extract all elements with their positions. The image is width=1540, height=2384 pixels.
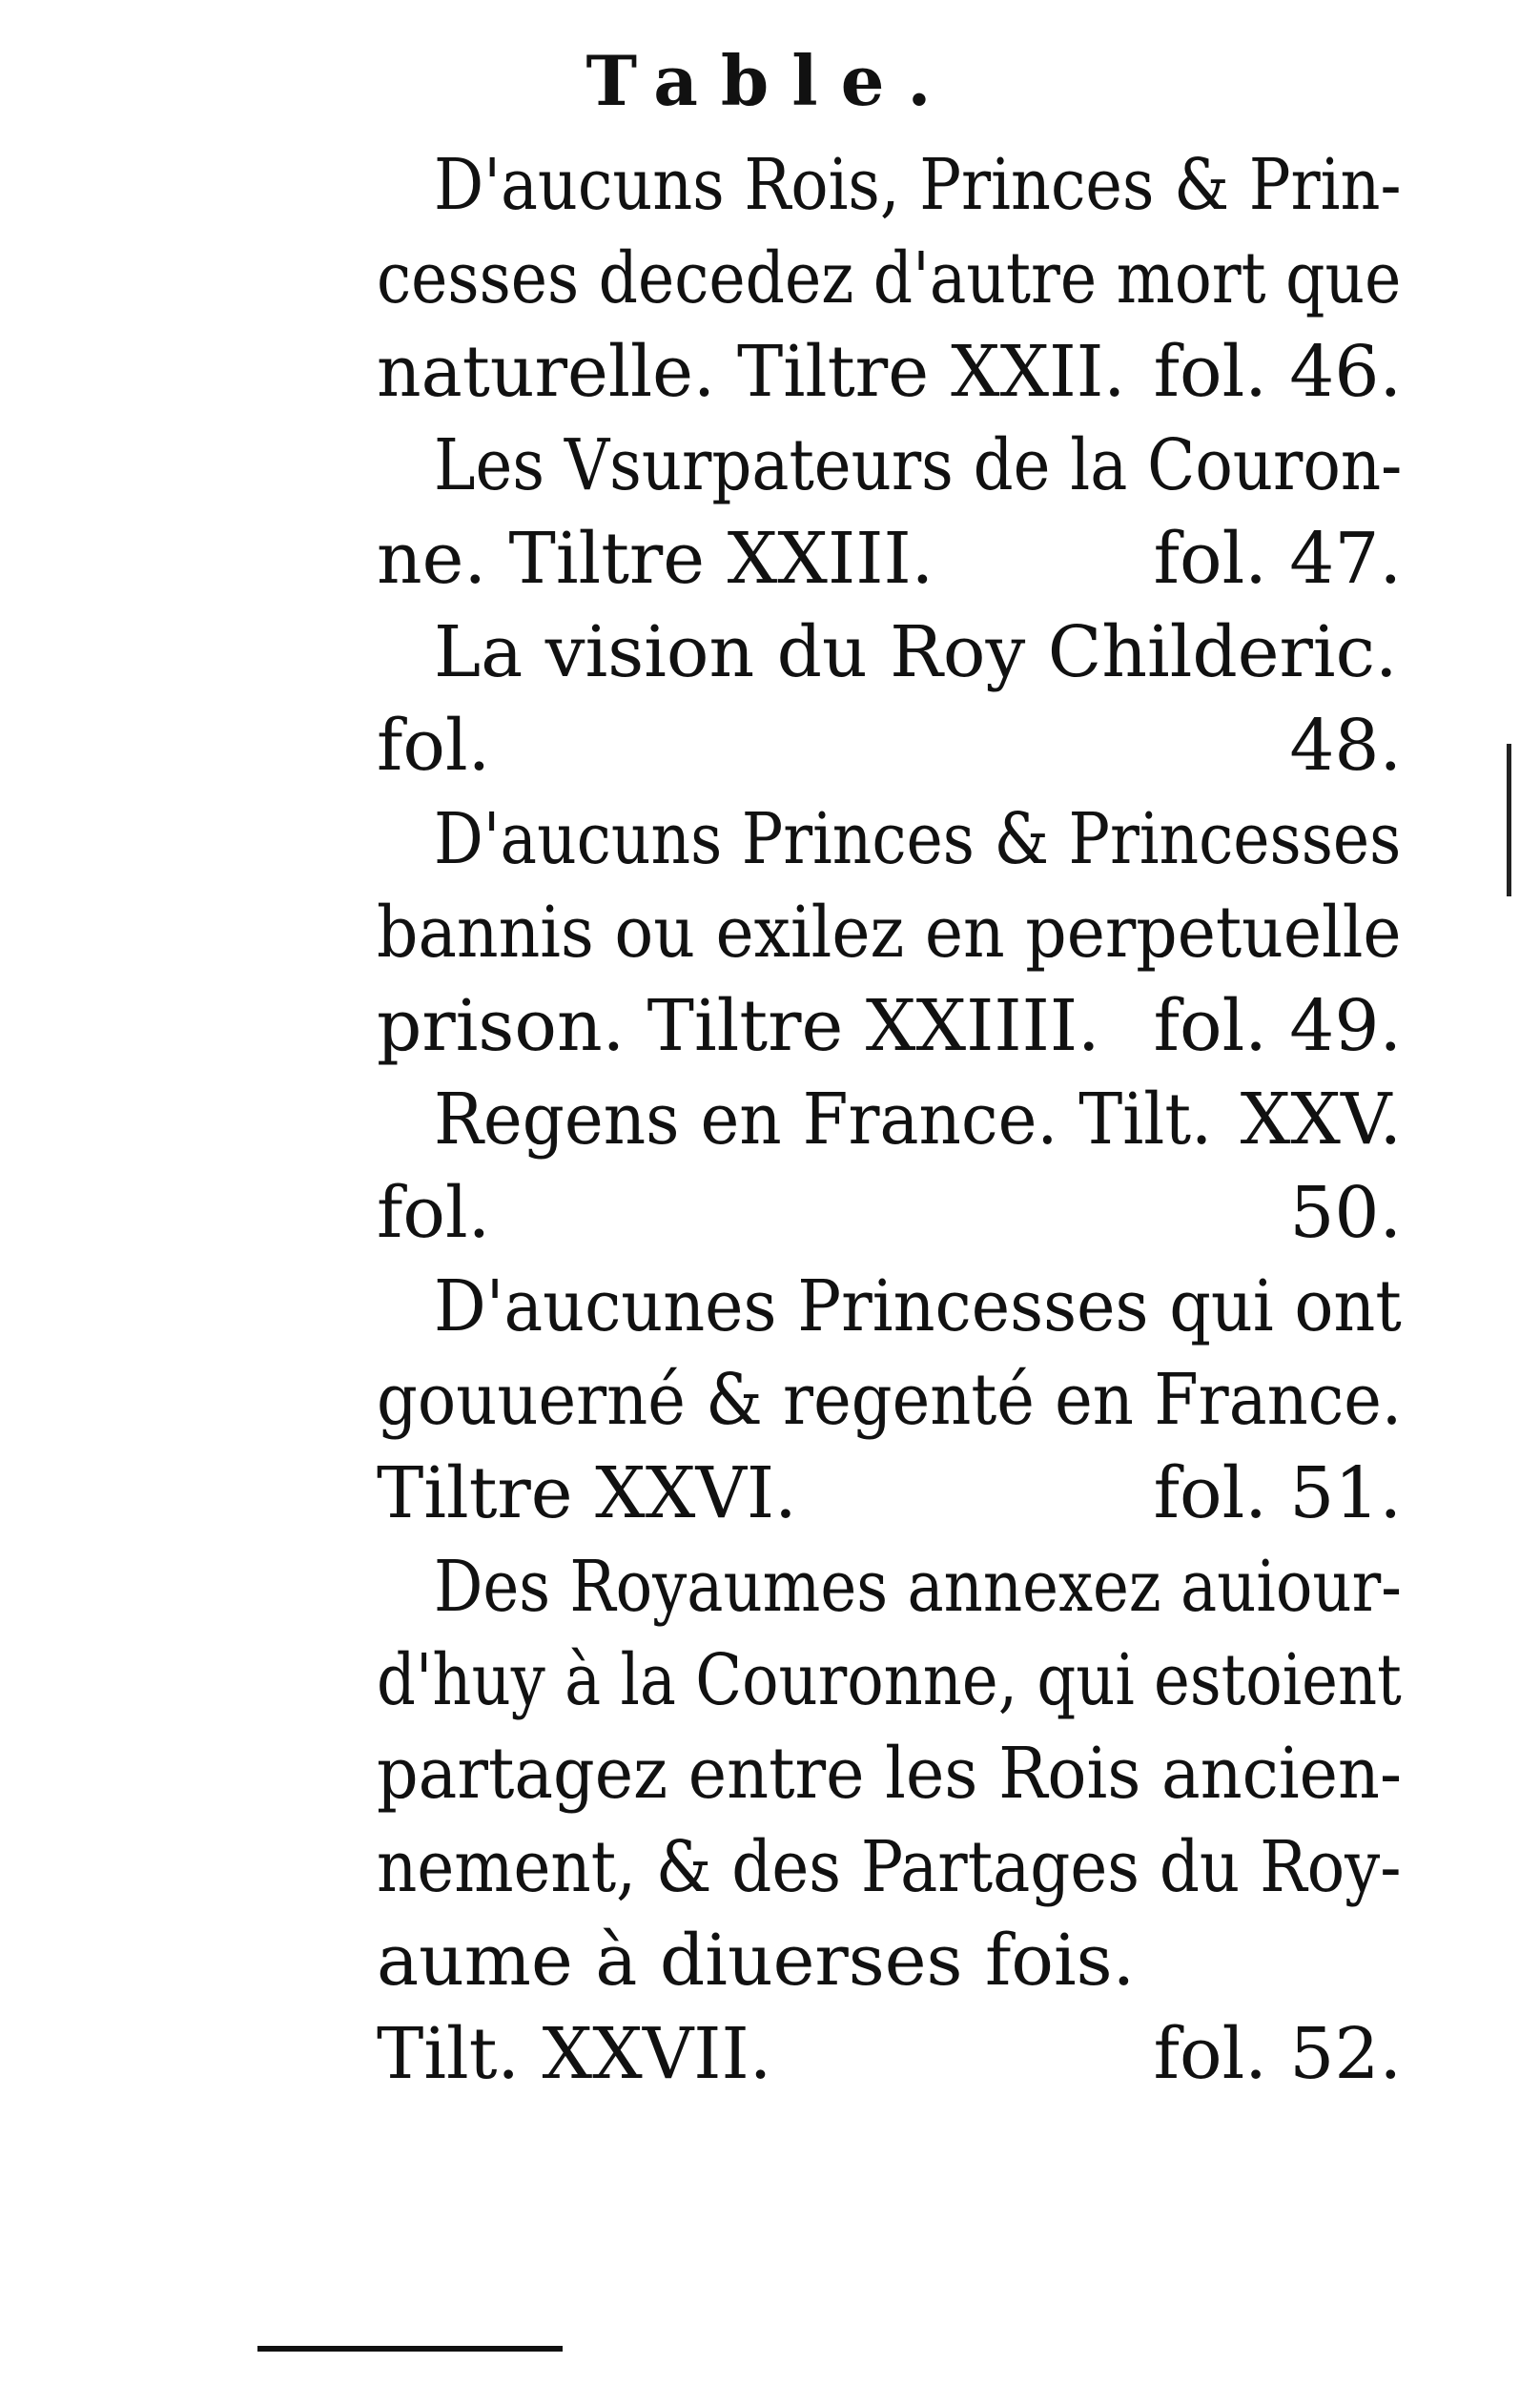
folio-reference: fol. 51.	[1153, 1452, 1402, 1534]
toc-line	[377, 512, 1402, 606]
running-head: Table.	[585, 40, 955, 121]
toc-line	[377, 2007, 1402, 2101]
entry-text: Regens en France. Tilt.	[434, 1079, 1213, 1161]
entry-text: Tiltre XXVI.	[377, 1452, 797, 1534]
toc-line	[377, 1540, 1402, 1634]
toc-line	[377, 699, 1402, 792]
catchword-rule	[257, 2346, 563, 2352]
folio-reference: fol. 49.	[1153, 985, 1402, 1067]
toc-line	[377, 232, 1402, 325]
toc-line	[377, 792, 1402, 886]
table-of-contents	[377, 138, 1402, 2101]
entry-text: prison. Tiltre XXIIII.	[377, 985, 1100, 1067]
entry-text: D'aucunes Princesses qui ont	[434, 1265, 1402, 1347]
toc-line	[377, 1166, 1402, 1260]
toc-line	[377, 979, 1402, 1073]
folio-reference: fol. 46.	[1153, 331, 1402, 413]
toc-line	[377, 1260, 1402, 1353]
folio-reference: 50.	[1289, 1172, 1402, 1254]
entry-text: nement, & des Partages du Roy-	[377, 1826, 1402, 1908]
entry-text: d'huy à la Couronne, qui estoient	[377, 1639, 1402, 1721]
toc-line	[377, 1634, 1402, 1727]
toc-line	[377, 1914, 1402, 2007]
entry-text: partagez entre les Rois ancien-	[377, 1733, 1403, 1815]
entry-text: ne. Tiltre XXIII.	[377, 518, 934, 600]
folio-reference: 48.	[1289, 705, 1402, 787]
page-edge-mark	[1507, 744, 1511, 896]
folio-reference: fol. 47.	[1153, 518, 1402, 600]
entry-text: gouuerné & regenté en France.	[377, 1359, 1403, 1441]
entry-text: Des Royaumes annexez auiour-	[434, 1546, 1402, 1628]
entry-text: D'aucuns Rois, Princes & Prin-	[434, 144, 1402, 226]
toc-line	[377, 886, 1402, 979]
toc-line	[377, 1073, 1402, 1166]
toc-line	[377, 419, 1402, 512]
toc-line	[377, 325, 1402, 419]
entry-text: D'aucuns Princes & Princesses	[434, 798, 1402, 880]
entry-text: bannis ou exilez en perpetuelle	[377, 892, 1402, 974]
folio-reference: fol. 52.	[1153, 2013, 1402, 2095]
entry-text: fol.	[377, 705, 491, 787]
entry-text: Tilt. XXVII.	[377, 2013, 772, 2095]
entry-text: Les Vsurpateurs de la Couron-	[434, 424, 1403, 506]
toc-line	[377, 1820, 1402, 1914]
entry-text: La vision du Roy Childeric.	[434, 611, 1398, 693]
entry-text: cesses decedez d'autre mort que	[377, 237, 1402, 319]
titre-number: XXV.	[1240, 1079, 1402, 1161]
entry-text: fol.	[377, 1172, 491, 1254]
toc-line	[377, 1353, 1402, 1447]
entry-text: naturelle. Tiltre XXII.	[377, 331, 1126, 413]
toc-line	[377, 1447, 1402, 1540]
toc-line	[377, 1727, 1402, 1820]
toc-line	[377, 138, 1402, 232]
entry-text: aume à diuerses fois.	[377, 1920, 1136, 2002]
toc-line	[377, 606, 1402, 699]
